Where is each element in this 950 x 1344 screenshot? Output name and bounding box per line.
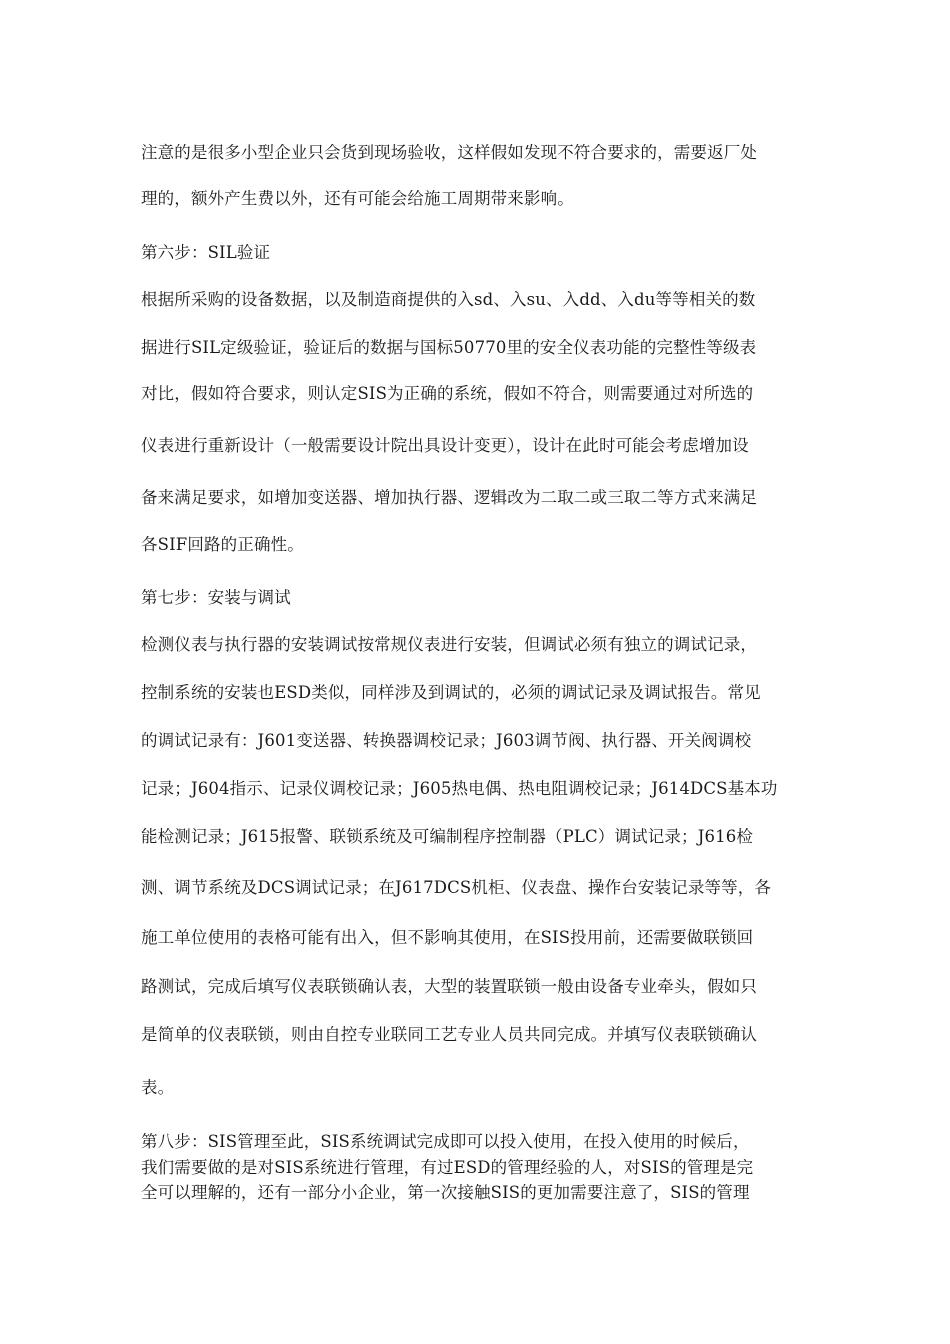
section-heading: 第八步：SIS管理至此，SIS系统调试完成即可以投入使用，在投入使用的时候后， [141,1132,750,1151]
text-line: 控制系统的安装也ESD类似，同样涉及到调试的，必须的调试记录及调试报告。常见 [141,683,761,702]
text-line: 全可以理解的，还有一部分小企业，第一次接触SIS的更加需要注意了，SIS的管理 [141,1183,750,1202]
text-line: 测、调节系统及DCS调试记录；在J617DCS机柜、仪表盘、操作台安装记录等等，各 [141,878,772,897]
section-heading: 第七步：安装与调试 [141,588,291,607]
section-heading: 第六步：SIL验证 [141,243,271,262]
text-line: 注意的是很多小型企业只会货到现场验收，这样假如发现不符合要求的，需要返厂处 [141,143,758,162]
text-line: 我们需要做的是对SIS系统进行管理，有过ESD的管理经验的人，对SIS的管理是完 [141,1158,754,1177]
text-line: 据进行SIL定级验证，验证后的数据与国标50770里的安全仪表功能的完整性等级表 [141,338,757,357]
text-line: 根据所采购的设备数据，以及制造商提供的入sd、入su、入dd、入du等等相关的数 [141,290,756,309]
text-line: 检测仪表与执行器的安装调试按常规仪表进行安装，但调试必须有独立的调试记录， [141,635,758,654]
text-line: 路测试，完成后填写仪表联锁确认表，大型的装置联锁一般由设备专业牵头，假如只 [141,977,758,996]
text-line: 施工单位使用的表格可能有出入，但不影响其使用，在SIS投用前，还需要做联锁回 [141,928,754,947]
text-line: 记录；J604指示、记录仪调校记录；J605热电偶、热电阻调校记录；J614DCS基本功 [141,779,778,798]
text-line: 备来满足要求，如增加变送器、增加执行器、逻辑改为二取二或三取二等方式来满足 [141,488,758,507]
text-line: 能检测记录；J615报警、联锁系统及可编制程序控制器（PLC）调试记录；J616检 [141,827,754,846]
text-line: 对比，假如符合要求，则认定SIS为正确的系统，假如不符合，则需要通过对所选的 [141,384,754,403]
text-line: 的调试记录有：J601变送器、转换器调校记录；J603调节阀、执行器、开关阀调校 [141,731,752,750]
text-line: 表。 [141,1078,175,1097]
text-line: 仪表进行重新设计（一般需要设计院出具设计变更），设计在此时可能会考虑增加设 [141,436,749,455]
text-line: 理的，额外产生费以外，还有可能会给施工周期带来影响。 [141,189,574,208]
text-line: 各SIF回路的正确性。 [141,535,304,554]
text-line: 是简单的仪表联锁，则由自控专业联同工艺专业人员共同完成。并填写仪表联锁确认 [141,1025,758,1044]
